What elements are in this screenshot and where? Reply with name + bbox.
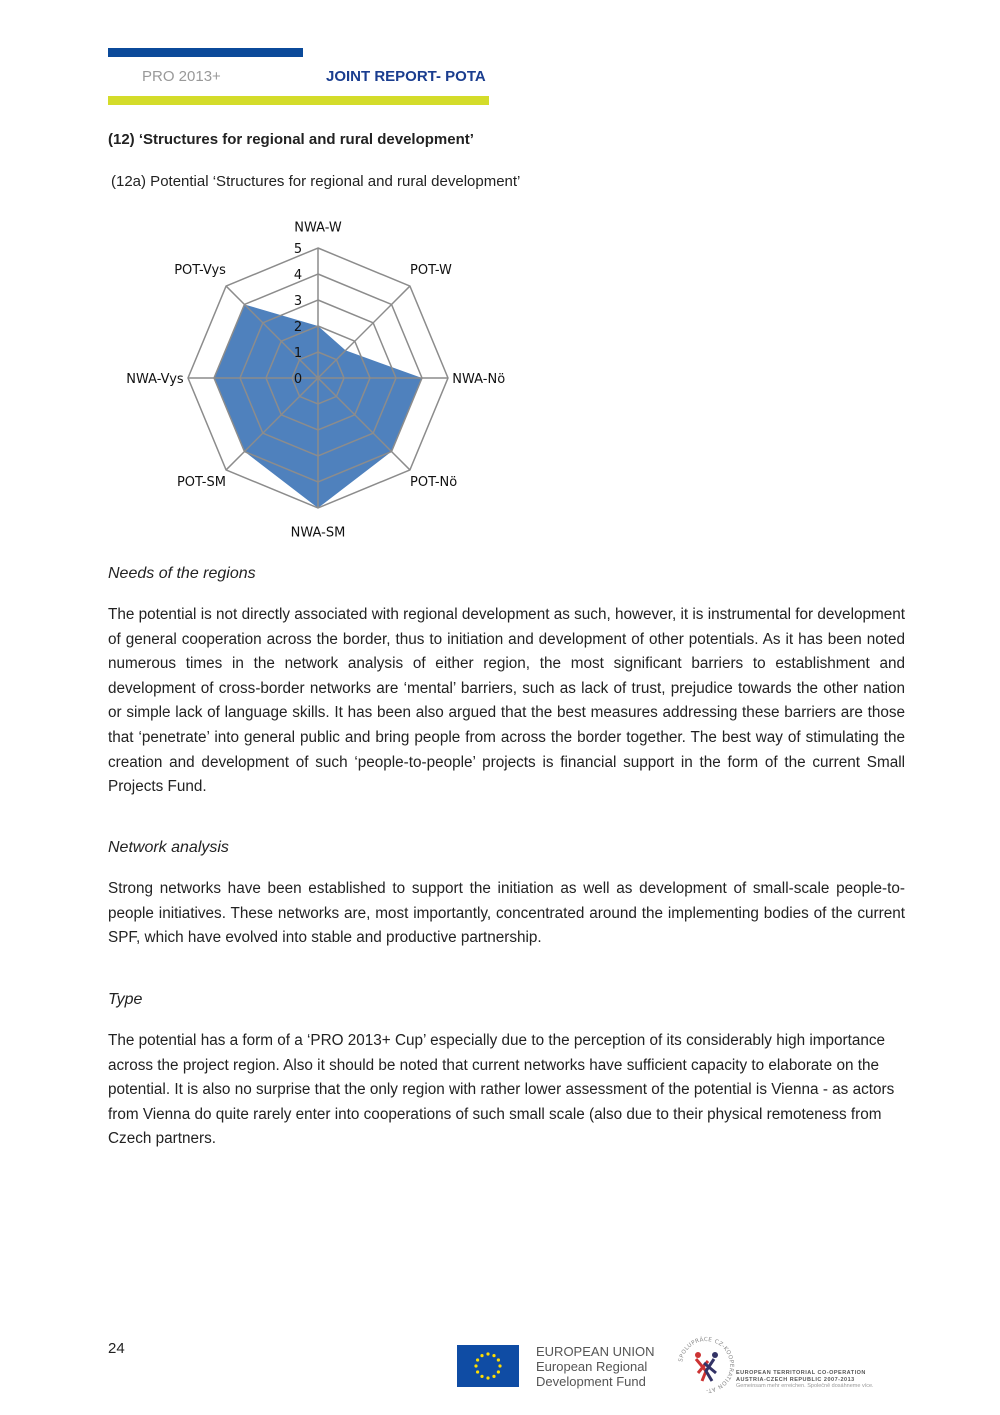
section-text-type: The potential has a form of a ‘PRO 2013+ Cup’ especially due to the perception of its considerably high importance across the project region. Also it should be noted that current networks have sufficient capacity to elaborate on the potential. It is also no surprise that the only region with rather lower assessment of the potential is Vienna - as actors from Vienna do quite rarely enter into cooperations of such small scale (also due to their physical remoteness from Czech partners.	[108, 1032, 895, 1148]
axis-label: POT-Vys	[174, 262, 226, 278]
axis-label: POT-SM	[176, 475, 226, 491]
axis-label: NWA-Nö	[452, 372, 506, 387]
section-text-needs: The potential is not directly associated with regional development as such, however, it is instrumental for development of general cooperation across the border, thus to initiation and development of other potentials. As it has been noted numerous times in the network analysis of either region, the most significant barriers to establishment and development of cross-border networks are ‘mental’ barriers, such as lack of trust, prejudice towards the other nation or simple lack of language skills. It has been also argued that the best measures addressing these barriers are those that ‘penetrate’ into general public and bring people from across the border together. The best way of stimulating the creation and development of such ‘people-to-people’ projects is financial support in the form of the current Small Projects Fund.	[108, 606, 905, 796]
etc-line-3: Gemeinsam mehr erreichen. Společně dosáhneme více.	[736, 1383, 874, 1389]
section-title-needs: Needs of the regions	[108, 565, 256, 582]
eu-star-icon	[497, 1370, 500, 1373]
tick-label: 1	[293, 346, 303, 361]
eu-star-icon	[474, 1364, 477, 1367]
axis-label: NWA-SM	[290, 525, 346, 541]
tick-label: 4	[293, 268, 303, 283]
section-text-network: Strong networks have been established to support the initiation as well as development of small-scale people-to-people initiatives. These networks are, most importantly, concentrated around the implementing bodies of the current SPF, which have evolved into stable and productive partnership.	[108, 880, 905, 947]
section-heading: (12) ‘Structures for regional and rural development’	[108, 131, 474, 148]
axis-label: POT-W	[410, 262, 452, 278]
eu-star-icon	[476, 1358, 479, 1361]
eu-star-icon	[476, 1370, 479, 1373]
eu-star-icon	[492, 1354, 495, 1357]
header-lime-bar	[108, 96, 489, 105]
eu-star-icon	[498, 1364, 501, 1367]
eu-line-2: European Regional	[536, 1359, 648, 1374]
axis-label: POT-Nö	[410, 475, 458, 491]
eu-star-icon	[486, 1352, 489, 1355]
axis-label: NWA-W	[294, 220, 342, 236]
header-report-title: JOINT REPORT- POTA	[326, 68, 486, 85]
section-title-network: Network analysis	[108, 839, 229, 856]
header-blue-bar	[108, 48, 303, 57]
eu-star-icon	[480, 1375, 483, 1378]
eu-fund-label	[536, 1344, 654, 1389]
etc-line-2: AUSTRIA-CZECH REPUBLIC 2007-2013	[736, 1376, 855, 1383]
header-project: PRO 2013+	[142, 68, 221, 85]
eu-star-icon	[492, 1375, 495, 1378]
section-title-type: Type	[108, 991, 143, 1008]
axis-label: NWA-Vys	[126, 372, 184, 387]
chart-caption: (12a) Potential ‘Structures for regional and rural development’	[111, 173, 521, 190]
eu-line-1: EUROPEAN UNION	[536, 1344, 655, 1359]
etc-logo-text: SPOLUPRÁCE CZ-KOOPERATION AT-	[678, 1336, 735, 1394]
etc-cooperation-logo-icon	[676, 1335, 736, 1395]
eu-star-icon	[486, 1376, 489, 1379]
page-number: 24	[108, 1340, 125, 1357]
tick-label: 5	[293, 242, 303, 257]
radar-chart	[100, 210, 540, 545]
eu-line-3: Development Fund	[536, 1374, 646, 1389]
eu-star-icon	[497, 1358, 500, 1361]
tick-label: 2	[293, 320, 303, 335]
etc-line-1: EUROPEAN TERRITORIAL CO-OPERATION	[736, 1370, 866, 1376]
tick-label: 0	[293, 372, 303, 387]
eu-star-icon	[480, 1354, 483, 1357]
eu-flag-icon	[457, 1345, 519, 1387]
tick-label: 3	[293, 294, 303, 309]
etc-label	[736, 1370, 874, 1390]
